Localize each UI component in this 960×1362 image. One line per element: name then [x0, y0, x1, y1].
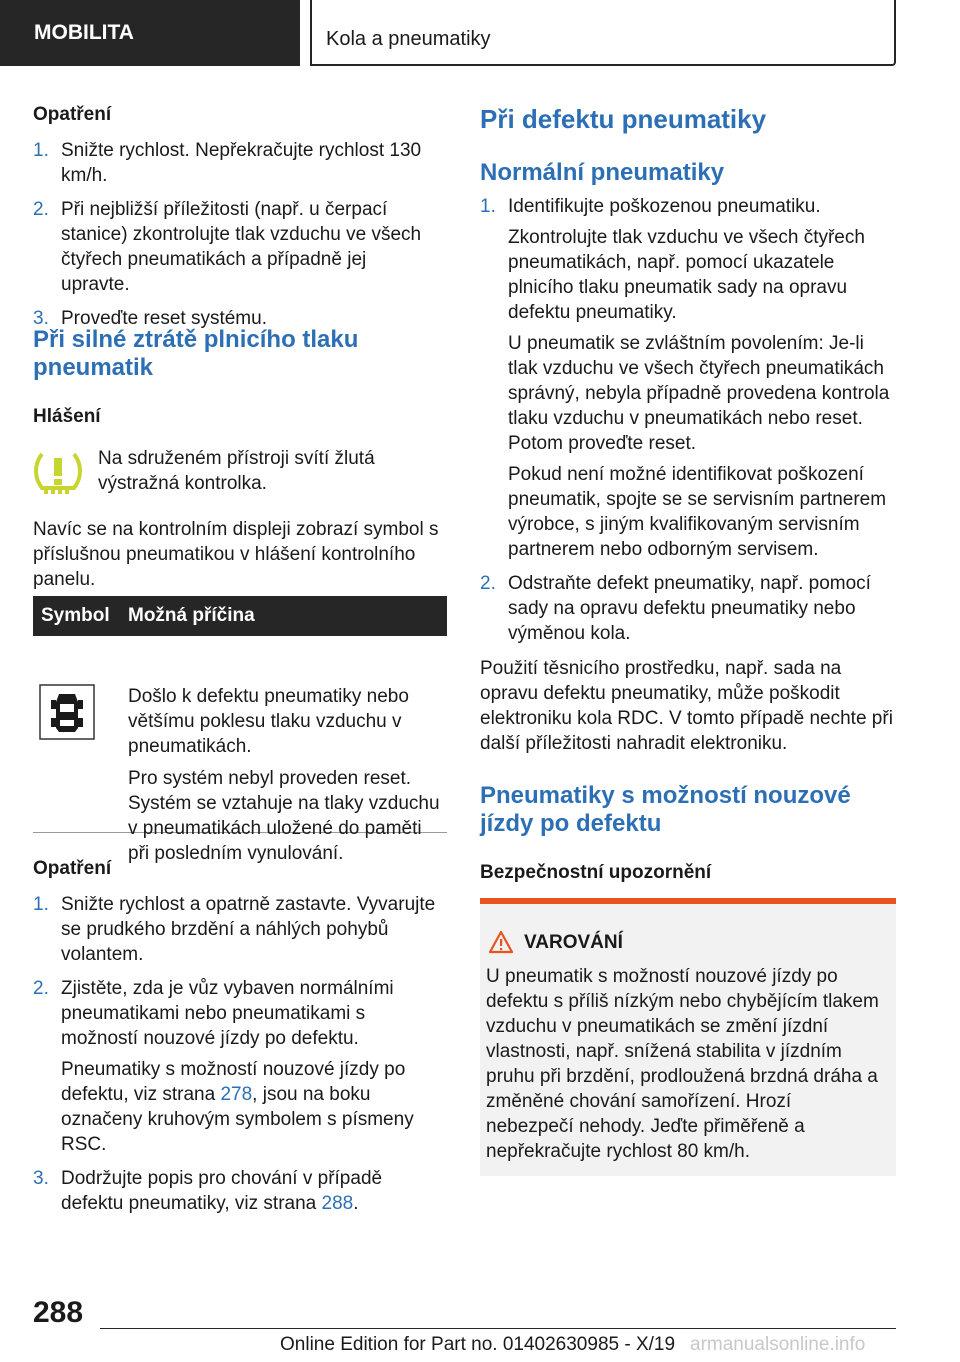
message-title: Hlášení — [33, 406, 101, 427]
footer-divider — [100, 1328, 896, 1329]
list-item: 1. Snižte rychlost. Nepřekračujte rychlost 130 km/h. — [33, 140, 422, 186]
display-text: Navíc se na kontrolním displeji zobrazí symbol s příslušnou pneumatikou v hlášení kontrolního panelu. — [33, 519, 439, 590]
list-item: 1. Identifikujte poškozenou pneumatiku. — [480, 196, 821, 217]
warning-text: U pneumatik s možností nouzové jízdy po defektu s příliš nízkým nebo chybějícím tlakem vzduchu v pneumatikách se změní jízdní vlastnosti, např. snížená stabilita v jízdním pruhu při brzdění, prodloužená brzdná dráha a změněné chování samořízení. Hrozí nebezpečí nehody. Jeďte přiměřeně a nepřekračujte rychlost 80 km/h. — [486, 966, 879, 1162]
flat-tire-car-icon — [39, 684, 95, 740]
warning-box — [480, 898, 896, 1176]
edition-info: Online Edition for Part no. 01402630985 - X/19 — [280, 1334, 676, 1355]
measures-list-2 — [33, 892, 443, 1216]
list-item: 1. Snižte rychlost a opatrně zastavte. Vyvarujte se prudkého brzdění a náhlých pohybů volantem. — [33, 894, 436, 965]
table-header — [33, 596, 447, 636]
list-item: 3. Proveďte reset systému. — [33, 308, 267, 329]
section-title-pressure-loss: Při silné ztrátě plnicího tlaku pneumatik — [33, 326, 359, 381]
page-link-288[interactable]: 288 — [321, 1193, 354, 1214]
rsc-title: Pneumatiky s možností nouzové jízdy po defektu — [480, 782, 851, 837]
list-item: 2. Zjistěte, zda je vůz vybaven normálními pneumatikami nebo pneumatikami s možností nouzové jízdy po defektu. — [33, 978, 394, 1049]
normal-tires-title: Normální pneumatiky — [480, 159, 725, 186]
cause-text-1: Došlo k defektu pneumatiky nebo většímu poklesu tlaku vzduchu v pneumatikách. — [128, 686, 409, 757]
list-item: 3. Dodržujte popis pro chování v případě defektu pneumatiky, viz strana 288. — [33, 1168, 383, 1214]
table-row — [33, 636, 447, 864]
sealant-text: Použití těsnicího prostředku, např. sada na opravu defektu pneumatiky, může poškodit elektroniku kola RDC. V tomto případě nechte při další příležitosti nahradit elektroniku. — [480, 658, 893, 754]
list-item: U pneumatik se zvláštním povolením: Je-li tlak vzduchu ve všech čtyřech pneumatikách správný, nebyla případně provedena kontrola tlaku vzduchu v pneumatikách nebo reset. Potom proveďte reset. — [508, 333, 890, 454]
measures-title: Opatření — [33, 104, 112, 125]
normal-tires-list — [480, 194, 892, 646]
section-tab: MOBILITA — [0, 0, 300, 66]
page-link-278[interactable]: 278 — [220, 1084, 253, 1105]
warning-triangle-icon — [488, 930, 514, 954]
watermark: armanualsonline.info — [690, 1334, 866, 1355]
warning-label: VAROVÁNÍ — [524, 932, 623, 953]
column-header-cause: Možná příčina — [128, 605, 255, 626]
cause-text-2: Pro systém nebyl proveden reset. Systém se vztahuje na tlaky vzduchu v pneumatikách uložené do paměti při posledním vynulování. — [128, 768, 440, 864]
list-item: 2. Odstraňte defekt pneumatiky, např. pomocí sady na opravu defektu pneumatiky nebo výměnou kola. — [480, 573, 871, 644]
safety-title: Bezpečnostní upozornění — [480, 862, 712, 883]
list-item: Zkontrolujte tlak vzduchu ve všech čtyřech pneumatikách, např. pomocí ukazatele plnicího tlaku pneumatik sady na opravu defektu pneumatiky. — [508, 227, 865, 323]
page-number: 288 — [33, 1296, 84, 1329]
column-header-symbol: Symbol — [41, 605, 110, 626]
message-text: Na sdruženém přístroji svítí žlutá výstražná kontrolka. — [98, 448, 375, 494]
page-title: Při defektu pneumatiky — [480, 104, 767, 134]
chapter-title: Kola a pneumatiky — [310, 0, 896, 66]
list-item: Pokud není možné identifikovat poškození pneumatik, spojte se se servisním partnerem výrobce, s jiným kvalifikovaným servisním partnerem nebo odborným servisem. — [508, 464, 887, 560]
list-item: 2. Při nejbližší příležitosti (např. u čerpací stanice) zkontrolujte tlak vzduchu ve všech čtyřech pneumatikách a případně jej upravte. — [33, 199, 422, 295]
list-item: Pneumatiky s možností nouzové jízdy po defektu, viz strana 278, jsou na boku označeny kruhovým symbolem s písmeny RSC. — [61, 1059, 414, 1155]
measures-list — [33, 138, 439, 331]
symbol-table — [33, 596, 447, 864]
measures-title-2: Opatření — [33, 858, 112, 879]
tire-pressure-warning-icon — [32, 448, 84, 498]
